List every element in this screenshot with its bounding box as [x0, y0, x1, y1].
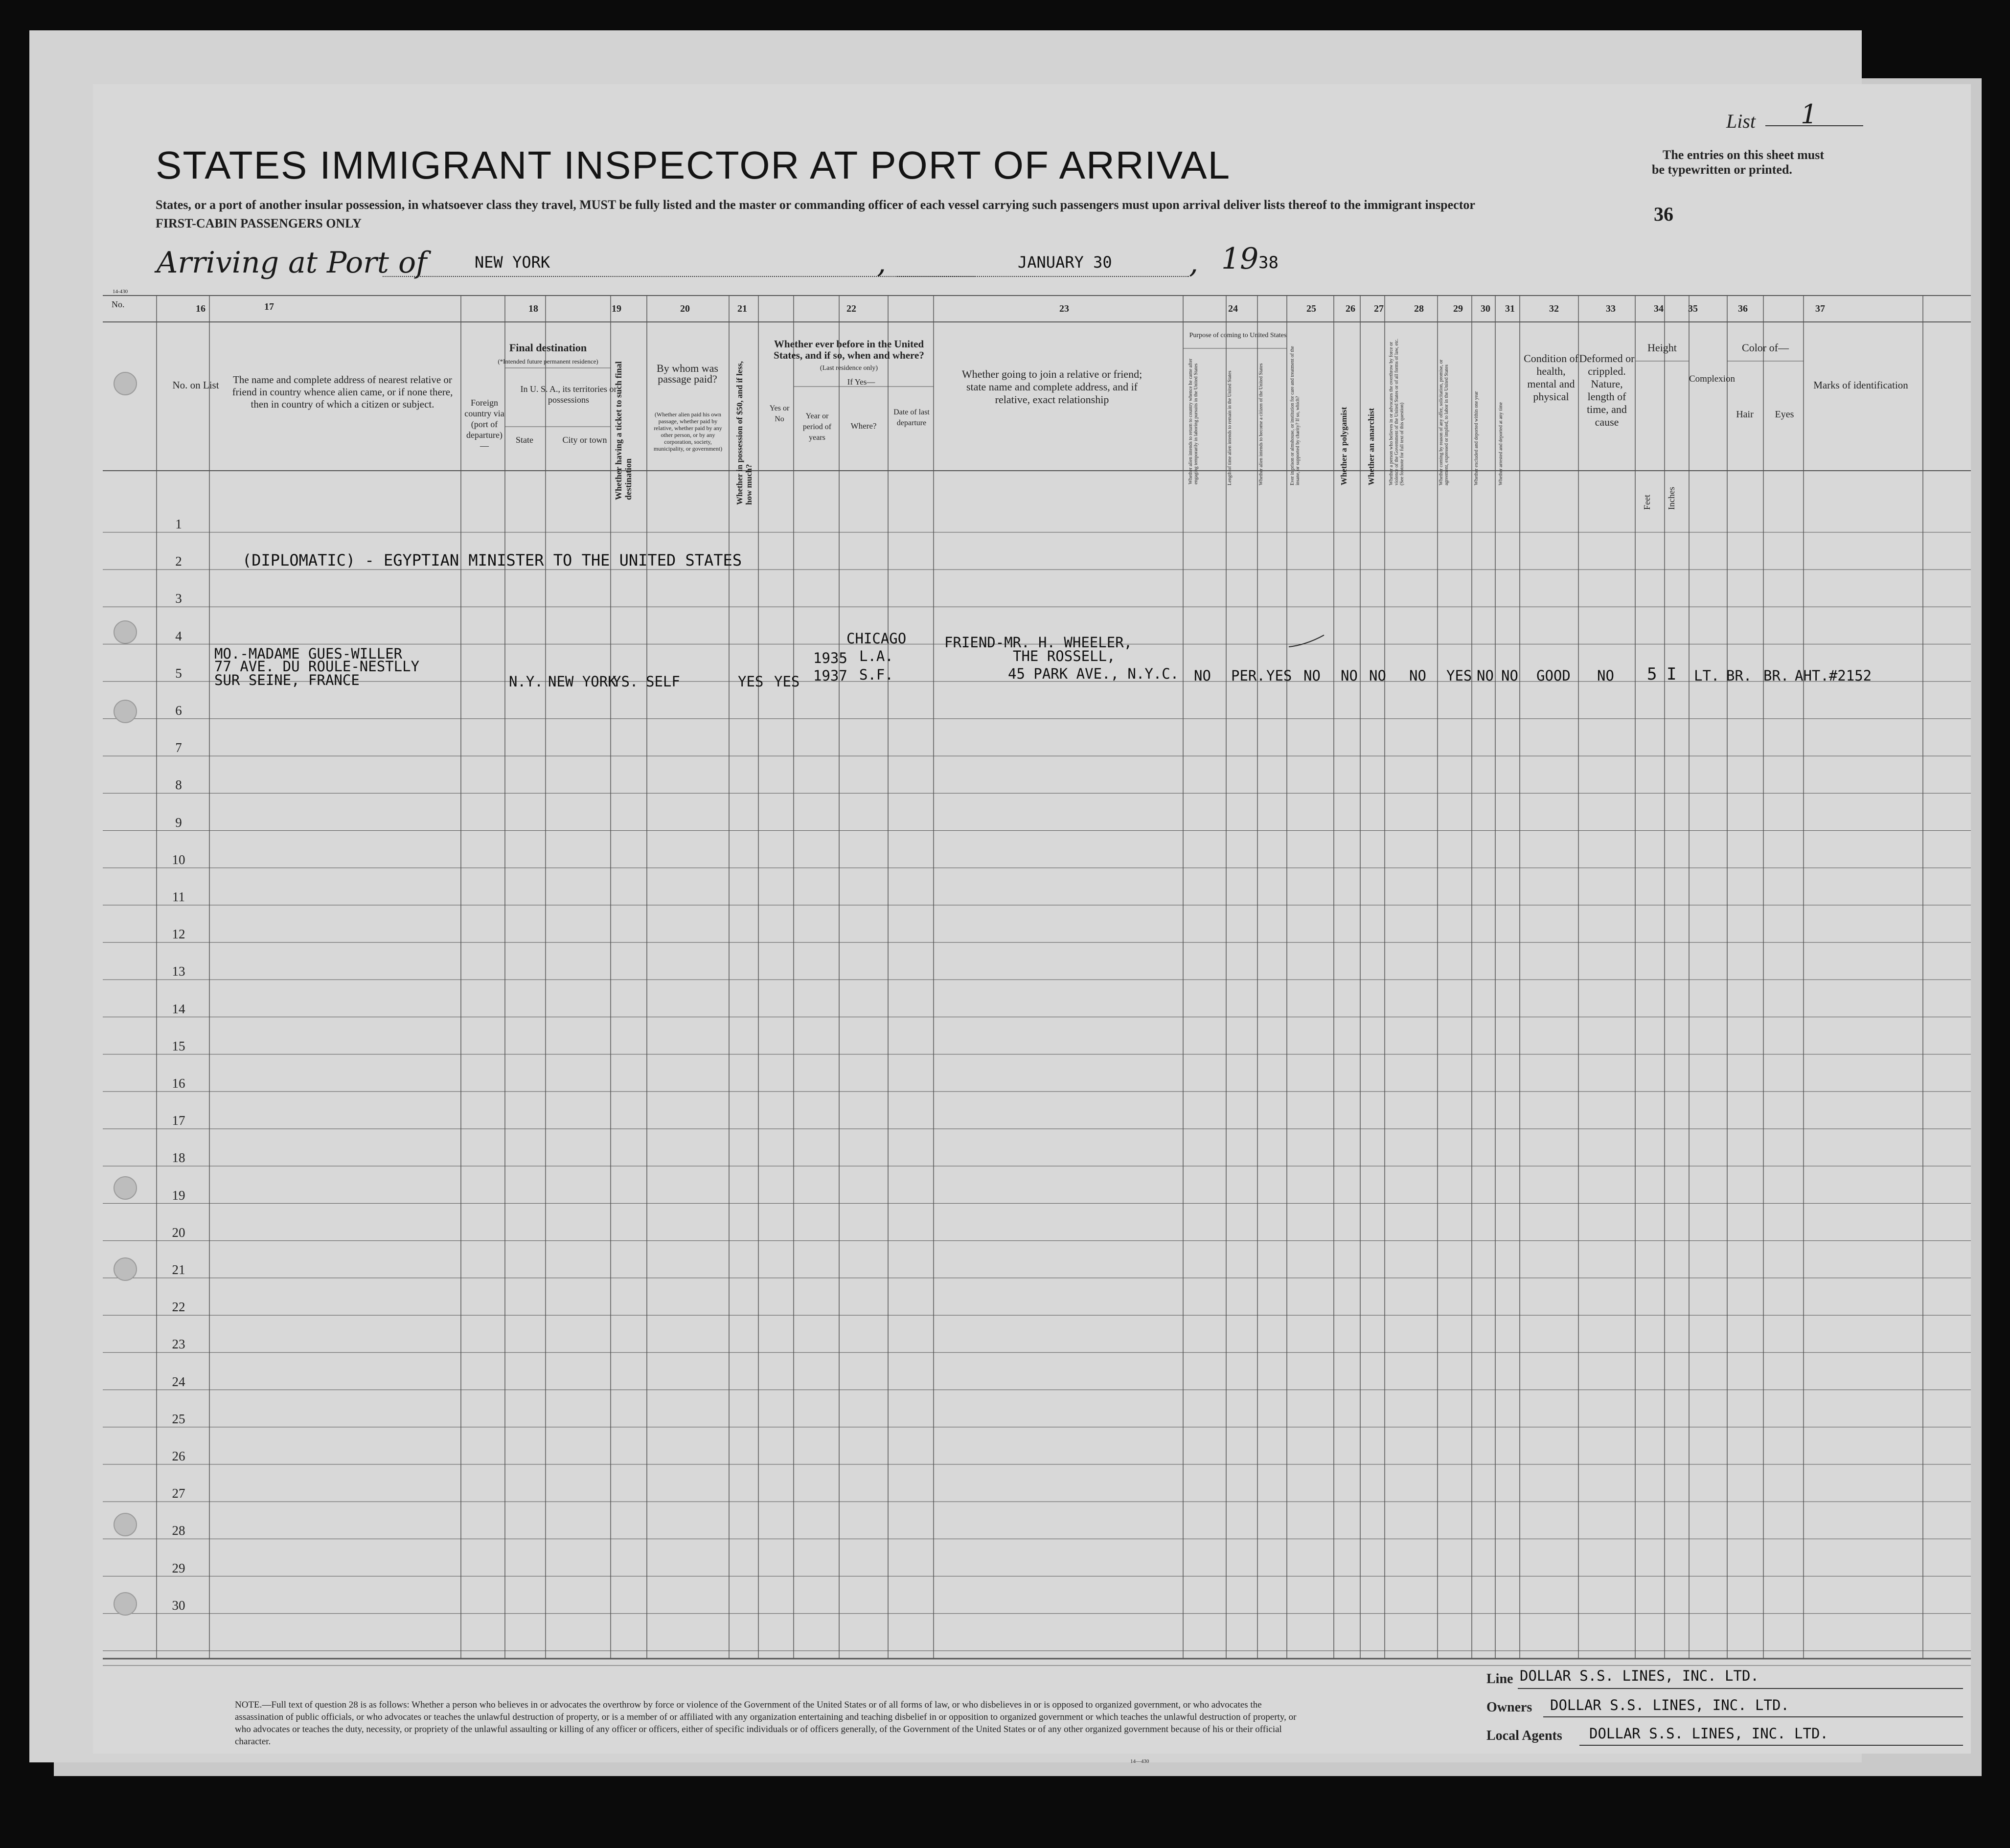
- hdr-yes-or-no: Yes or No: [769, 404, 790, 423]
- col-number-27: 27: [1374, 303, 1384, 314]
- list-number: 1: [1801, 99, 1818, 130]
- class-line: FIRST-CABIN PASSENGERS ONLY: [156, 216, 362, 230]
- row-number: 22: [172, 1300, 185, 1315]
- entry-q28: NO: [1409, 667, 1426, 684]
- line-label: Line: [1486, 1671, 1513, 1687]
- list-label: List: [1726, 110, 1756, 132]
- owners-value: DOLLAR S.S. LINES, INC. LTD.: [1550, 1697, 1789, 1713]
- col-number-22: 22: [846, 303, 856, 314]
- entry-marks: AHT.#2152: [1795, 667, 1872, 684]
- hdr-prison: Ever in prison or almshouse, or institution for care and treatment of the insane, or supported by charity? If so, which?: [1290, 346, 1301, 485]
- entry-where3: S.F.: [859, 666, 893, 683]
- agents-label: Local Agents: [1486, 1728, 1562, 1743]
- col-number-26: 26: [1346, 303, 1355, 314]
- row-number: 8: [175, 777, 182, 793]
- entry-feet: 5: [1647, 664, 1657, 684]
- line-underline: [1518, 1688, 1963, 1689]
- punch-hole: [114, 372, 137, 395]
- hdr-state: State: [516, 435, 533, 445]
- entry-condition: GOOD: [1536, 667, 1571, 684]
- hdr-q29: Whether coming by reason of any offer, solicitation, promise, or agreement, expressed or implied, to labor in the United States: [1439, 359, 1449, 485]
- hdr-polygamist: Whether a polygamist: [1339, 407, 1348, 485]
- row-number: 18: [172, 1150, 185, 1165]
- hdr-by-whom: By whom was passage paid?: [657, 362, 718, 385]
- hdr-foreign-country: Foreign country via (port of departure)—: [464, 398, 504, 451]
- hdr-if-yes: If Yes—: [847, 377, 875, 387]
- arrival-label: Arriving at Port of: [157, 246, 427, 280]
- col-number-31: 31: [1505, 303, 1515, 314]
- row-number: 12: [172, 927, 185, 942]
- arrival-date: JANUARY 30: [1018, 253, 1112, 272]
- hdr-eyes: Eyes: [1775, 409, 1794, 420]
- row-number: 26: [172, 1449, 185, 1463]
- hdr-city: City or town: [562, 435, 607, 445]
- col-number-18: 18: [528, 303, 538, 314]
- row-number: 20: [172, 1225, 185, 1240]
- row-number: 25: [172, 1411, 185, 1426]
- hdr-final-destination: Final destination: [509, 342, 587, 354]
- entry-inches: I: [1667, 664, 1677, 684]
- entry-q29: YES: [1446, 667, 1472, 684]
- date-underline: [895, 276, 1189, 277]
- entry-city: NEW YORK: [548, 673, 617, 690]
- row-number: 24: [172, 1374, 185, 1389]
- col-number-17: 17: [264, 301, 274, 312]
- row-number: 29: [172, 1560, 185, 1575]
- hdr-purpose-c: Whether alien intends to become a citizen of the United States: [1258, 363, 1264, 485]
- entry-year2: 1937: [813, 667, 847, 684]
- hdr-q28: Whether a person who believes in or advocates the overthrow by force or violence of the Government of the United States or of all forms of law, etc. (See footnote for full text of this question): [1389, 339, 1405, 485]
- entry-where2: L.A.: [859, 648, 893, 664]
- row-number: 19: [172, 1187, 185, 1203]
- col-number-24: 24: [1228, 303, 1238, 314]
- col-number-37: 37: [1815, 303, 1825, 314]
- hdr-name-address: The name and complete address of nearest relative or friend in country whence alien came, or if none there, then in country of which a citizen or subject.: [232, 374, 453, 410]
- row-number: 16: [172, 1076, 185, 1091]
- agents-underline: [1579, 1745, 1963, 1746]
- hdr-possession: Whether in possession of $50, and if less, how much?: [735, 361, 754, 505]
- row-number: 5: [175, 665, 182, 681]
- entry-return-country: NO: [1194, 667, 1211, 684]
- row-number: 28: [172, 1523, 185, 1538]
- entry-deformed: NO: [1597, 667, 1614, 684]
- footer-note: NOTE.—Full text of question 28 is as follows: Whether a person who believes in or advocates the overthrow by force or violence of the Government of the United States or of all forms of law, or who disbelieves in or is opposed to organized government, or who advocates the assassination of public officials, or who advocates or teaches the unlawful destruction of property, or is a member of or affiliated with any organization entertaining and teaching disbelief in or opposition to organized government or which teaches the unlawful destruction of property, or who advocates or teaches the duty, necessity, or propriety of the unlawful assaulting or killing of any officer or officers, either of specific individuals or of officers generally, of the Government of the United States or of any other organized government because of his or their official character.: [235, 1700, 1297, 1747]
- entry-length-stay: PER.: [1231, 667, 1265, 684]
- hdr-complexion: Complexion: [1689, 374, 1735, 384]
- row-number: 15: [172, 1038, 185, 1053]
- hdr-purpose-b: Length of time alien intends to remain in the United States: [1227, 370, 1233, 485]
- row-number: 4: [175, 628, 182, 643]
- manifest-sheet: [93, 84, 1971, 1764]
- hdr-feet: Feet: [1642, 495, 1652, 510]
- row-number: 17: [172, 1113, 185, 1128]
- hdr-purpose: Purpose of coming to United States: [1189, 332, 1287, 339]
- entry-anarchist: NO: [1369, 667, 1386, 684]
- punch-hole: [114, 620, 137, 644]
- row-number: 10: [172, 852, 185, 867]
- row-number: 6: [175, 703, 182, 718]
- entry-q31: NO: [1501, 667, 1518, 684]
- relative-line2: 77 AVE. DU ROULE-NESTLLY: [214, 658, 420, 675]
- hdr-inches: Inches: [1667, 487, 1676, 510]
- owners-label: Owners: [1486, 1700, 1532, 1715]
- entry-possession: YES: [738, 673, 764, 690]
- entry-eyes: BR.: [1763, 667, 1789, 684]
- hdr-no-on-list: No. on List: [172, 379, 219, 391]
- corner-no: No.: [112, 299, 125, 309]
- entry-complexion: LT.: [1694, 667, 1720, 684]
- punch-hole: [114, 1513, 137, 1536]
- punch-hole: [114, 1257, 137, 1281]
- hdr-purpose-a: Whether alien intends to return to country whence he came after engaging temporarily in laboring pursuits in the United States: [1188, 358, 1199, 484]
- hdr-date-last-departure: Date of last departure: [893, 408, 930, 427]
- entry-q30: NO: [1477, 667, 1494, 684]
- row-number: 21: [172, 1262, 185, 1277]
- row-number: 3: [175, 591, 182, 606]
- hdr-anarchist: Whether an anarchist: [1367, 408, 1376, 485]
- row-number: 1: [175, 517, 182, 531]
- col-number-36: 36: [1738, 303, 1748, 314]
- hdr-q31: Whether arrested and deported at any time: [1498, 402, 1504, 485]
- entry-ever-before: YES: [774, 673, 800, 690]
- hdr-year-period: Year or period of years: [802, 412, 832, 442]
- year-suffix: 38: [1258, 253, 1279, 273]
- instruction-line2: be typewritten or printed.: [1652, 162, 1792, 177]
- row-number: 2: [175, 554, 182, 569]
- punch-hole: [114, 1176, 137, 1200]
- col-number-30: 30: [1481, 303, 1490, 314]
- entry-citizen: YES: [1266, 667, 1292, 684]
- hdr-hair: Hair: [1736, 409, 1754, 420]
- row-number: 27: [172, 1486, 185, 1501]
- col-number-35: 35: [1688, 303, 1698, 314]
- entry-prison: NO: [1303, 667, 1321, 684]
- join-line1: FRIEND-MR. H. WHEELER,: [944, 634, 1133, 651]
- hdr-color-of: Color of—: [1742, 342, 1789, 354]
- form-grid: [93, 84, 1971, 1754]
- comma: ,: [877, 246, 887, 280]
- hdr-deformed: Deformed or crippled. Nature, length of time, and cause: [1579, 352, 1635, 428]
- punch-hole: [114, 700, 137, 723]
- entry-where1: CHICAGO: [846, 630, 907, 647]
- col-number-33: 33: [1606, 303, 1616, 314]
- hdr-last-residence: (Last residence only): [820, 365, 878, 372]
- row-number: 11: [172, 890, 185, 904]
- row-number: 9: [175, 815, 182, 830]
- hdr-in-usa: In U. S. A., its territories or possessions: [520, 384, 617, 405]
- join-line3: 45 PARK AVE., N.Y.C.: [1008, 665, 1179, 682]
- arrival-port: NEW YORK: [475, 253, 550, 272]
- page-title: STATES IMMIGRANT INSPECTOR AT PORT OF ARRIVAL: [156, 143, 1231, 187]
- owners-underline: [1543, 1716, 1963, 1717]
- col-number-19: 19: [612, 303, 621, 314]
- col-number-20: 20: [680, 303, 690, 314]
- year-prefix: 19: [1221, 242, 1259, 276]
- page-subtitle: States, or a port of another insular possession, in whatsoever class they travel, MUST be fully listed and the master or commanding officer of each vessel carrying such passengers must upon arrival deliver lists thereof to the immigrant inspector: [156, 198, 1475, 212]
- row-number: 30: [172, 1597, 185, 1613]
- hdr-join-relative: Whether going to join a relative or friend; state name and complete address, and if relative, exact relationship: [961, 368, 1142, 406]
- col-number-25: 25: [1306, 303, 1316, 314]
- hdr-by-whom-note: (Whether alien paid his own passage, whether paid by relative, whether paid by any other person, or by any corporation, society, municipality, or government): [653, 411, 723, 452]
- row-number: 13: [172, 964, 185, 979]
- entry-polygamist: NO: [1341, 667, 1358, 684]
- entry-hair: BR.: [1726, 667, 1752, 684]
- form-code-top: 14-430: [113, 289, 128, 295]
- check-mark: [1287, 632, 1326, 652]
- relative-line1: MO.-MADAME GUES-WILLER: [214, 645, 403, 662]
- entry-paid-by: SELF: [646, 673, 680, 690]
- row-number: 23: [172, 1337, 185, 1352]
- hdr-final-destination-note: (*Intended future permanent residence): [498, 358, 598, 365]
- comma2: ,: [1189, 246, 1199, 280]
- instruction-line1: The entries on this sheet must: [1663, 148, 1825, 162]
- join-line2: THE ROSSELL,: [1013, 648, 1116, 664]
- footer-form-code: 14—430: [1130, 1758, 1149, 1764]
- hdr-q30: Whether excluded and deported within one year: [1474, 391, 1479, 485]
- entry-state: N.Y.: [509, 673, 543, 690]
- col-number-21: 21: [737, 303, 747, 314]
- col-number-29: 29: [1453, 303, 1463, 314]
- row2-note: (DIPLOMATIC) - EGYPTIAN MINISTER TO THE UNITED STATES: [242, 551, 742, 570]
- hdr-condition: Condition of health, mental and physical: [1524, 352, 1578, 403]
- col-number-28: 28: [1414, 303, 1424, 314]
- col-number-32: 32: [1549, 303, 1559, 314]
- col-number-34: 34: [1654, 303, 1664, 314]
- page-number: 36: [1654, 203, 1673, 225]
- entry-ticket: YS.: [613, 673, 639, 690]
- line-value: DOLLAR S.S. LINES, INC. LTD.: [1520, 1667, 1759, 1684]
- relative-line3: SUR SEINE, FRANCE: [214, 672, 360, 688]
- entry-year1: 1935: [813, 650, 847, 666]
- hdr-ticket: Whether having a ticket to such final destination: [614, 361, 633, 500]
- hdr-ever-before: Whether ever before in the United States, and if so, when and where?: [774, 338, 924, 361]
- punch-hole: [114, 1592, 137, 1616]
- row-number: 7: [175, 740, 182, 755]
- agents-value: DOLLAR S.S. LINES, INC. LTD.: [1589, 1725, 1828, 1742]
- col-number-16: 16: [196, 303, 206, 314]
- hdr-marks: Marks of identification: [1813, 379, 1908, 391]
- row-number: 14: [172, 1001, 185, 1016]
- col-number-23: 23: [1059, 303, 1069, 314]
- hdr-where: Where?: [850, 421, 877, 431]
- hdr-height: Height: [1647, 342, 1677, 354]
